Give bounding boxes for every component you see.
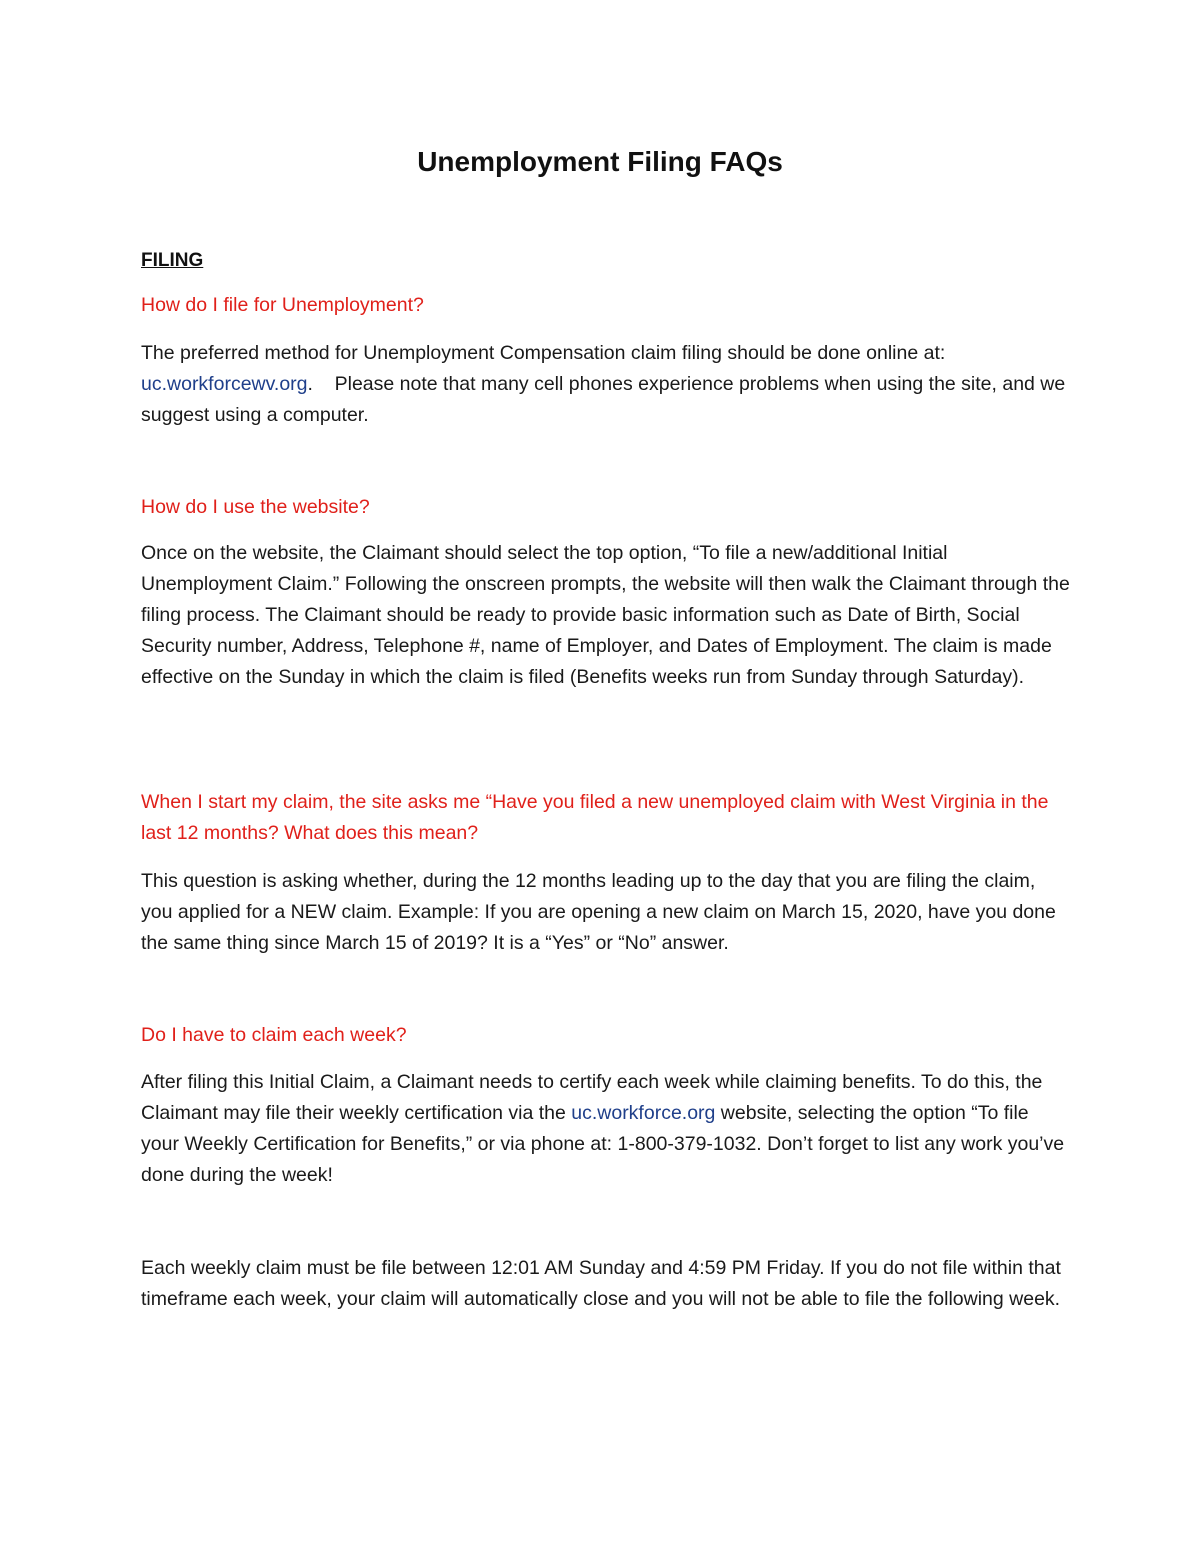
faq-answer-website: Once on the website, the Claimant should select the top option, “To file a new/additional Initial Unemployment Claim.” Following the onscreen prompts, the website will then walk the Claimant through the filing process. The Claimant should be ready to provide basic information such as Date of Birth, Social Security number, Address, Telephone #, name of Employer, and Dates of Employment. The claim is made effective on the Sunday in which the claim is filed (Benefits weeks run from Sunday through Saturday). — [141, 542, 1070, 688]
workforcewv-link[interactable]: uc.workforcewv.org — [141, 373, 308, 395]
faq-question-weekly: Do I have to claim each week? — [141, 1024, 407, 1046]
answer-text: After filing this Initial Claim, a Claimant needs to certify each week while claiming benefits. To do this, the Claimant may file their weekly certification via the — [141, 1071, 1043, 1124]
faq-question-website: How do I use the website? — [141, 496, 370, 518]
workforce-link[interactable]: uc.workforce.org — [571, 1102, 716, 1124]
faq-question-prior-claim: When I start my claim, the site asks me “Have you filed a new unemployed claim with West Virginia in the last 12 months? What does this mean? — [141, 791, 1049, 844]
section-heading-filing: FILING — [141, 250, 204, 271]
answer-text: . Please note that many cell phones experience problems when using the site, and we suggest using a computer. — [141, 373, 1071, 426]
answer-text: The preferred method for Unemployment Compensation claim filing should be done online at: — [141, 342, 946, 364]
faq-answer-prior-claim: This question is asking whether, during the 12 months leading up to the day that you are filing the claim, you applied for a NEW claim. Example: If you are opening a new claim on March 15, 2020, have you done the same thing since March 15 of 2019? It is a “Yes” or “No” answer. — [141, 870, 1056, 954]
answer-text: website, selecting the option “To file your Weekly Certification for Benefits,” or via phone at: 1-800-379-1032. Don’t forget to list any work you’ve done during the week! — [141, 1102, 1065, 1186]
page-title: Unemployment Filing FAQs — [417, 146, 783, 177]
faq-answer-file — [141, 338, 1071, 431]
faq-question-file: How do I file for Unemployment? — [141, 294, 424, 316]
faq-answer-weekly — [141, 1067, 1071, 1191]
faq-weekly-deadline: Each weekly claim must be file between 12:01 AM Sunday and 4:59 PM Friday. If you do not file within that timeframe each week, your claim will automatically close and you will not be able to file the following week. — [141, 1257, 1061, 1310]
